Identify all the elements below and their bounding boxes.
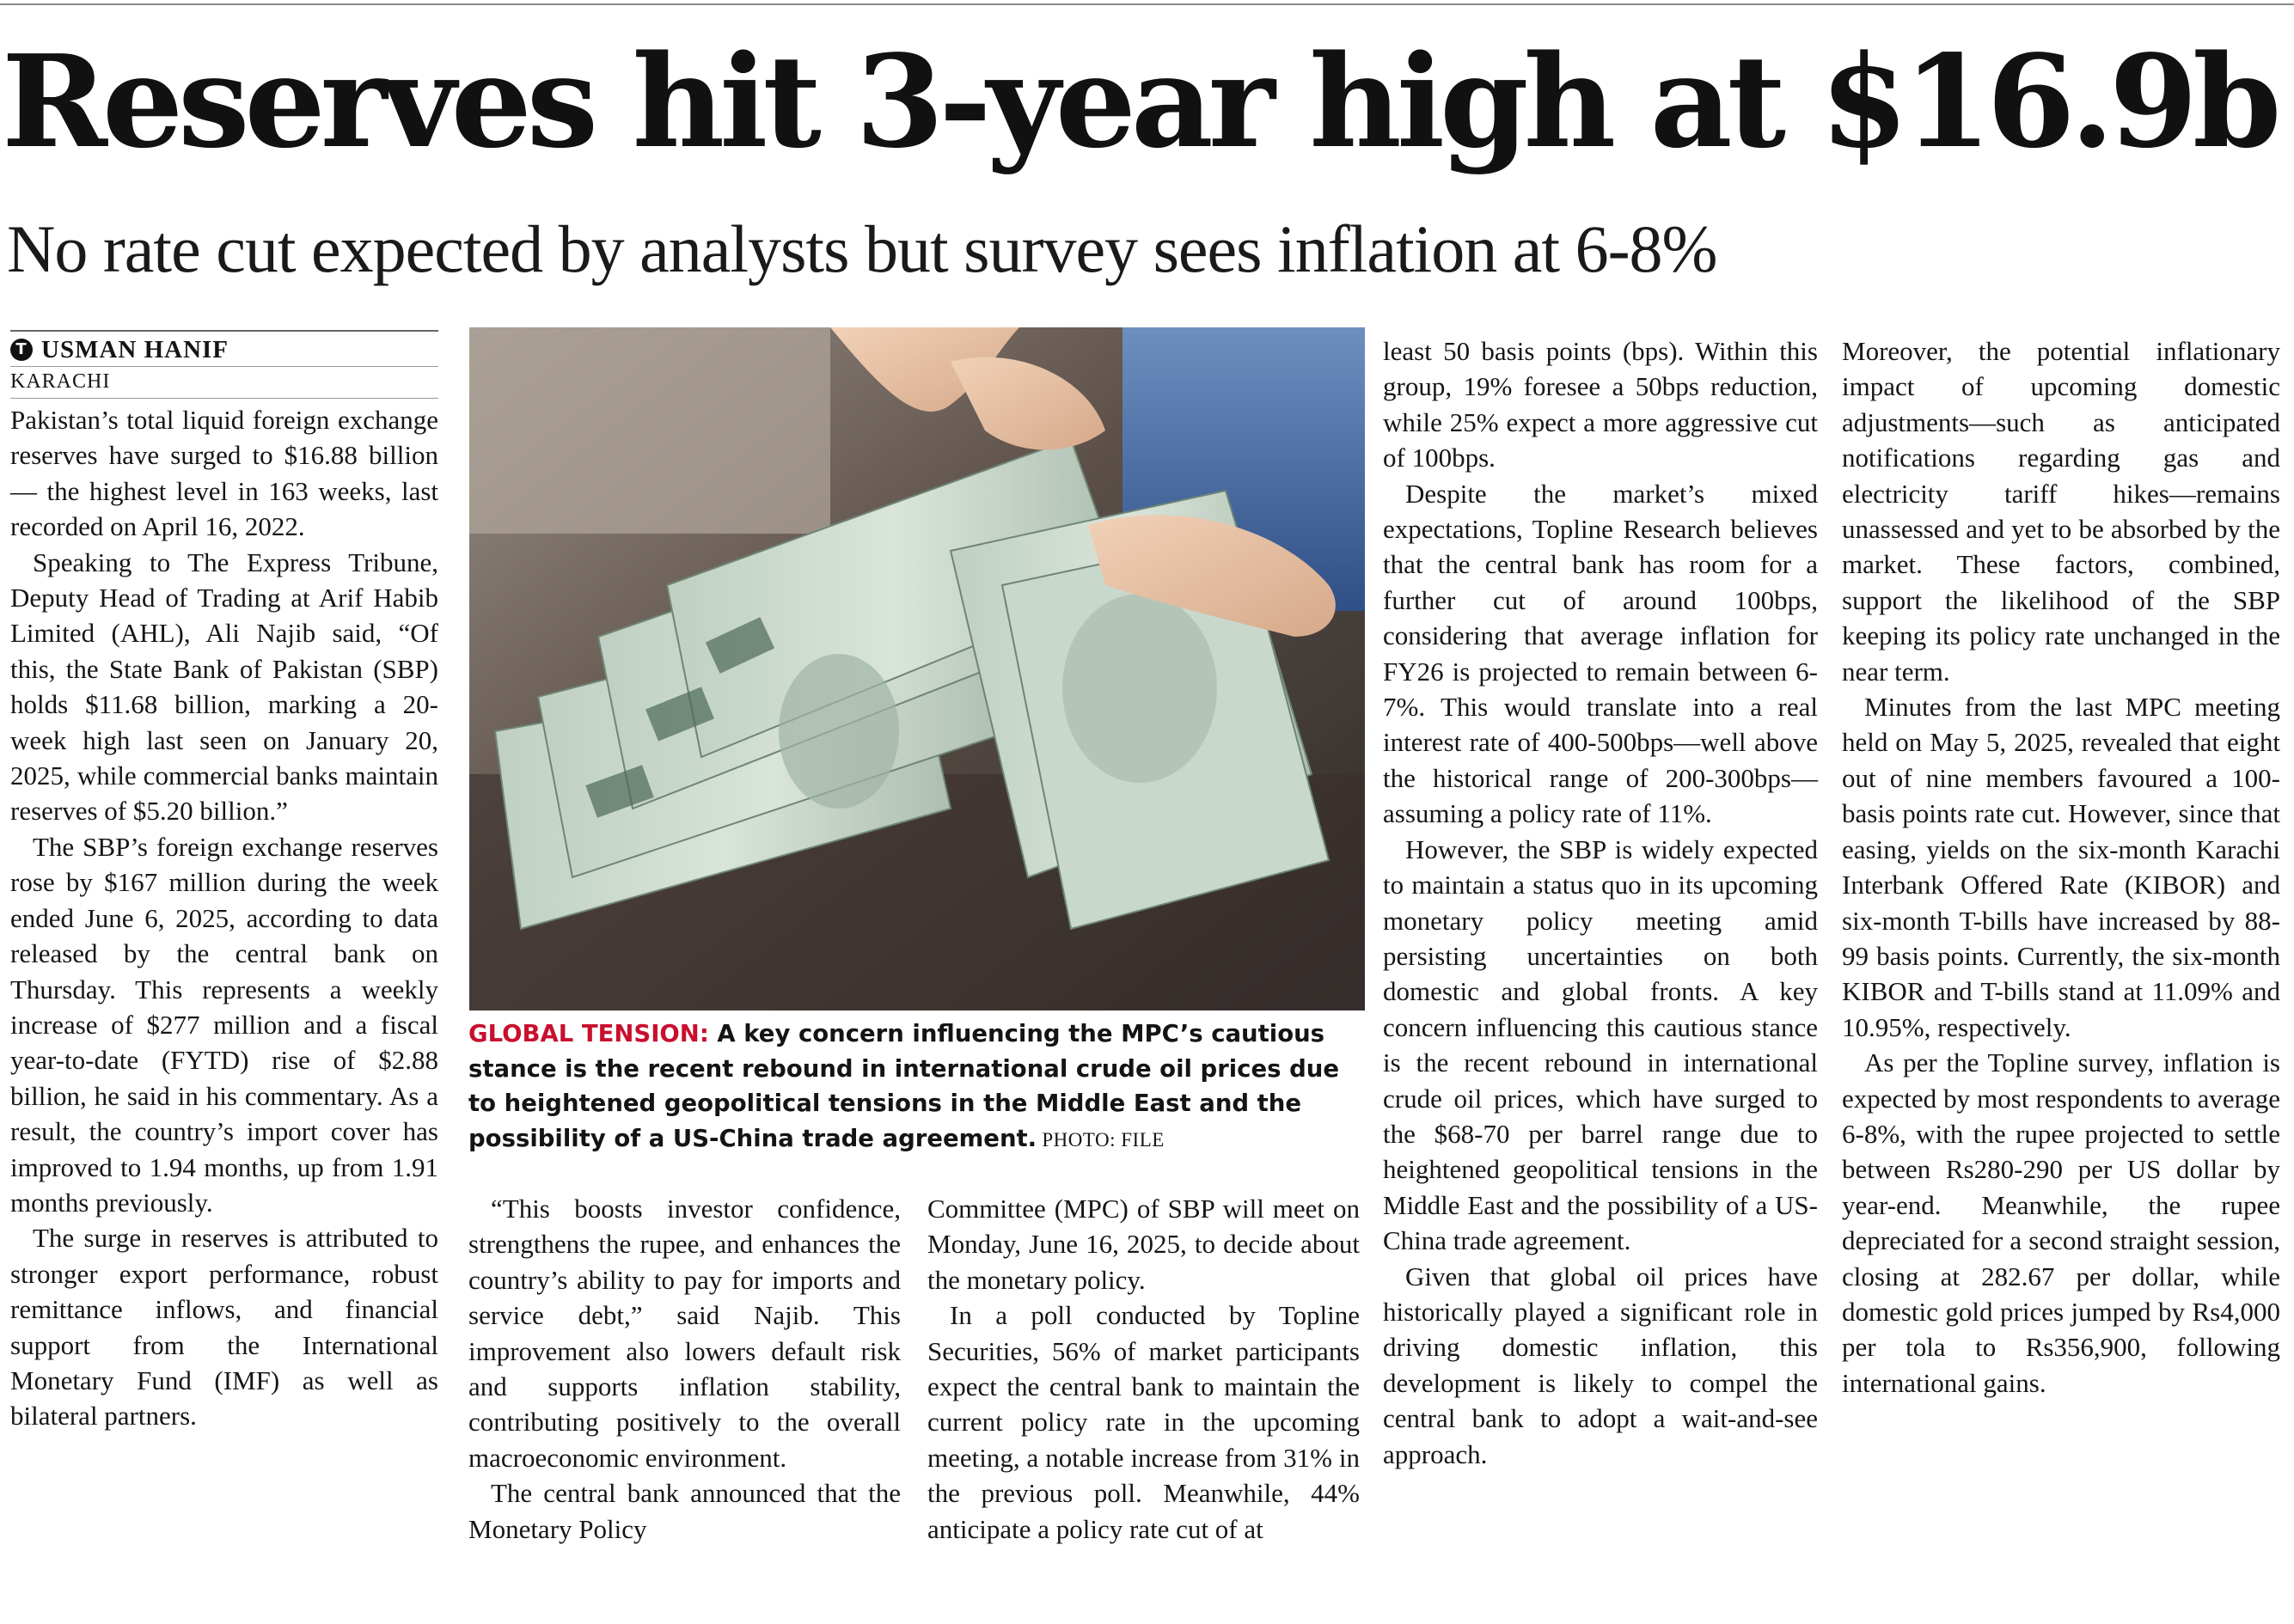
- dollar-bills-photo: [469, 327, 1365, 1010]
- headline: Reserves hit 3-year high at $16.9b: [2, 27, 2277, 176]
- paragraph: As per the Topline survey, inflation is expected by most respondents to average 6-8%, with the rupee projected to settle between Rs280-290 per US dollar by year-end. Meanwhile, the rupee depreciated for a second straight session, closing at 282.67 per dollar, while domestic gold prices jumped by Rs4,000 per tola to Rs356,900, following international gains.: [1842, 1047, 2280, 1398]
- tribune-logo-icon: T: [10, 339, 33, 361]
- article-column-4: [1383, 333, 1818, 1472]
- paragraph: Pakistan’s total liquid foreign exchange reserves have surged to $16.88 billion — the highest level in 163 weeks, last recorded on April 16, 2022.: [10, 405, 438, 542]
- caption-label: GLOBAL TENSION:: [468, 1020, 709, 1047]
- paragraph: The surge in reserves is attributed to stronger export performance, robust remittance inflows, and financial support from the International Monetary Fund (IMF) as well as bilateral partners.: [10, 1223, 438, 1432]
- paragraph: least 50 basis points (bps). Within this group, 19% foresee a 50bps reduction, while 25% expect a more aggressive cut of 100bps.: [1383, 336, 1818, 473]
- paragraph: In a poll conducted by Topline Securities, 56% of market participants expect the central bank to maintain the current policy rate in the upcoming meeting, a notable increase from 31% in the previous poll. Meanwhile, 44% anticipate a policy rate cut of at: [927, 1300, 1360, 1544]
- author-name: USMAN HANIF: [41, 336, 229, 363]
- dateline: KARACHI: [10, 366, 438, 394]
- article-column-3: [927, 1191, 1360, 1547]
- top-rule: [0, 3, 2294, 5]
- paragraph: Committee (MPC) of SBP will meet on Monday, June 16, 2025, to decide about the monetary policy.: [927, 1194, 1360, 1295]
- article-column-2: [468, 1191, 901, 1547]
- article-column-1: [10, 330, 438, 1434]
- paragraph: Minutes from the last MPC meeting held on May 5, 2025, revealed that eight out of nine members favoured a 100-basis points rate cut. However, since that easing, yields on the six-month Karachi Interbank Offered Rate (KIBOR) and six-month T-bills have increased by 88-99 basis points. Currently, the six-month KIBOR and T-bills stand at 11.09% and 10.95%, respectively.: [1842, 692, 2280, 1042]
- photo-caption: [468, 1017, 1367, 1157]
- paragraph: The SBP’s foreign exchange reserves rose by $167 million during the week ended June 6, 2025, according to data released by the central bank on Thursday. This represents a weekly increase of $277 million and a fiscal year-to-date (FYTD) rise of $2.88 billion, he said in his commentary. As a result, the country’s import cover has improved to 1.94 months, up from 1.91 months previously.: [10, 831, 438, 1218]
- paragraph: Moreover, the potential inflationary impact of upcoming domestic adjustments—such as anticipated notifications regarding gas and electricity tariff hikes—remains unassessed and yet to be absorbed by the market. These factors, combined, support the likelihood of the SBP keeping its policy rate unchanged in the near term.: [1842, 336, 2280, 687]
- byline-block: [10, 330, 438, 399]
- article-photo: [469, 327, 1365, 1010]
- subheadline: No rate cut expected by analysts but survey sees inflation at 6-8%: [7, 211, 1717, 286]
- paragraph: Despite the market’s mixed expectations, Topline Research believes that the central bank has room for a further cut of around 100bps, considering that average inflation for FY26 is projected to remain between 6-7%. This would translate into a real interest rate of 400-500bps—well above the historical range of 200-300bps—assuming a policy rate of 11%.: [1383, 478, 1818, 829]
- photo-credit: PHOTO: FILE: [1037, 1128, 1165, 1151]
- caption-text: A key concern influencing the MPC’s cautious stance is the recent rebound in international crude oil prices due to heightened geopolitical tensions in the Middle East and the possibility of a US-China trade agreement.: [468, 1020, 1339, 1152]
- byline: [10, 333, 438, 366]
- paragraph: “This boosts investor confidence, strengthens the rupee, and enhances the country’s ability to pay for imports and service debt,” said Najib. This improvement also lowers default risk and supports inflation stability, contributing positively to the overall macroeconomic environment.: [468, 1194, 901, 1473]
- paragraph: Given that global oil prices have historically played a significant role in driving domestic inflation, this development is likely to compel the central bank to adopt a wait-and-see approach.: [1383, 1261, 1818, 1469]
- article-column-5: [1842, 333, 2280, 1401]
- paragraph: However, the SBP is widely expected to maintain a status quo in its upcoming monetary policy meeting amid persisting uncertainties on both domestic and global fronts. A key concern influencing this cautious stance is the recent rebound in international crude oil prices, which have surged to the $68-70 per barrel range due to heightened geopolitical tensions in the Middle East and the possibility of a US-China trade agreement.: [1383, 833, 1818, 1256]
- paragraph: Speaking to The Express Tribune, Deputy Head of Trading at Arif Habib Limited (AHL), Ali Najib said, “Of this, the State Bank of Pakistan (SBP) holds $11.68 billion, marking a 20-week high last seen on January 20, 2025, while commercial banks maintain reserves of $5.20 billion.”: [10, 546, 438, 827]
- paragraph: The central bank announced that the Monetary Policy: [468, 1478, 901, 1544]
